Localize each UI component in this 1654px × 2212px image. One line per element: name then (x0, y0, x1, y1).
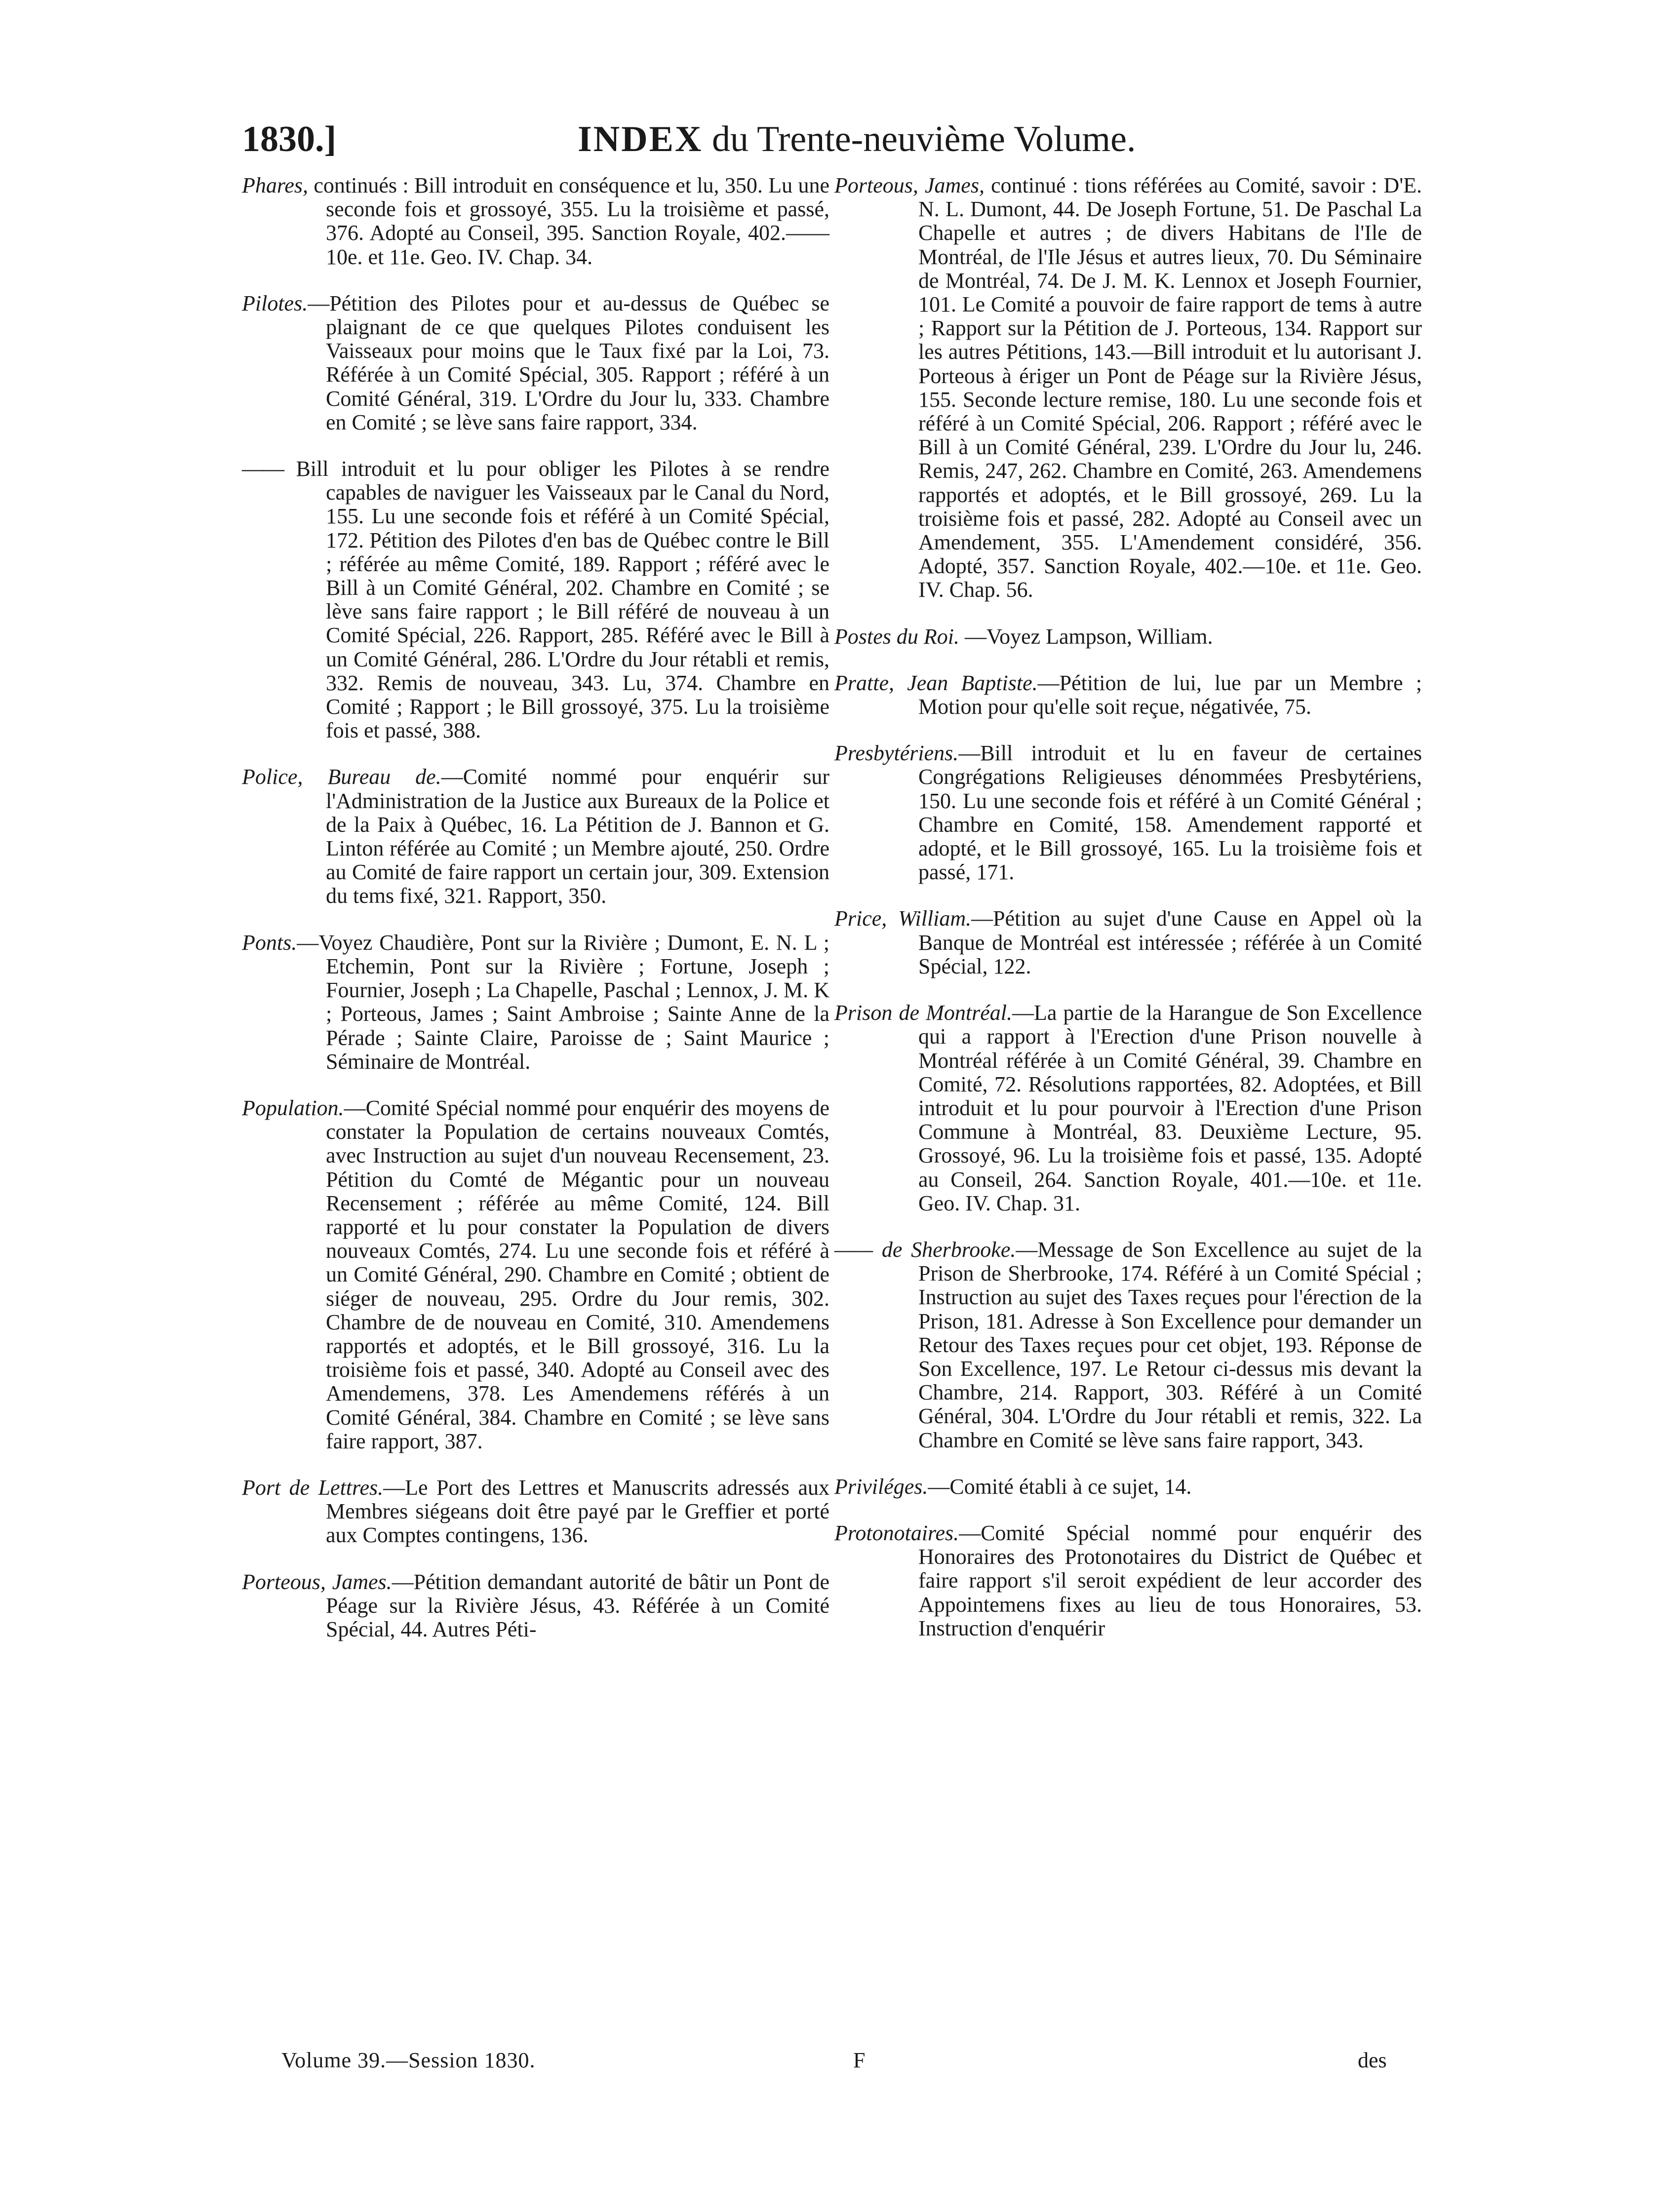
index-entry (834, 1238, 1422, 1452)
index-entry (834, 1475, 1422, 1499)
index-entry (834, 625, 1422, 649)
index-entry (834, 741, 1422, 884)
entry-heading: Pilotes. (242, 291, 308, 315)
entry-heading: Phares, (242, 173, 309, 197)
entry-text: —Comité établi à ce sujet, 14. (928, 1474, 1192, 1499)
entry-heading: Price, William. (834, 906, 972, 931)
entry-heading: Prison de Montréal. (834, 1001, 1012, 1025)
entry-text: —Comité Spécial nommé pour enquérir des moyens de constater la Population de certains nouveaux Comtés, avec Instruction au sujet d'un nouveau Recensement, 23. Pétition du Comté de Mégantic pour un nouveau Recensement ; référée au même Comité, 124. Bill rapporté et lu pour constater la Population de divers nouveaux Comtés, 274. Lu une seconde fois et référé à un Comité Général, 290. Chambre en Comité ; obtient de siéger de nouveau, 295. Ordre du Jour remis, 302. Chambre de de nouveau en Comité, 310. Amendemens rapportés et adoptés, et le Bill grossoyé, 316. Lu la troisième fois et passé, 340. Adopté au Conseil avec des Amendemens, 378. Les Amendemens référés à un Comité Général, 384. Chambre en Comité ; se lève sans faire rapport, 387. (326, 1095, 829, 1453)
index-entry (834, 1001, 1422, 1215)
entry-text: —Message de Son Excellence au sujet de la Prison de Sherbrooke, 174. Référé à un Comité Spécial ; Instruction au sujet des Taxes reçues pour l'érection de la Prison, 181. Adresse à Son Excellence pour demander un Retour des Taxes reçues pour cet objet, 193. Réponse de Son Excellence, 197. Le Retour ci-dessus mis devant la Chambre, 214. Rapport, 303. Référé à un Comité Général, 304. L'Ordre du Jour rétabli et remis, 322. La Chambre en Comité se lève sans faire rapport, 343. (918, 1237, 1422, 1452)
index-entry (242, 174, 829, 269)
index-entry (242, 457, 829, 742)
entry-text: —La partie de la Harangue de Son Excellence qui a rapport à l'Erection d'une Prison nouvelle à Montréal référée à un Comité Général, 39. Chambre en Comité, 72. Résolutions rapportées, 82. Adoptées, et Bill introduit et lu pour pourvoir à l'Erection d'une Prison Commune à Montréal, 83. Deuxième Lecture, 95. Grossoyé, 96. Lu la troisième fois et passé, 135. Adopté au Conseil, 264. Sanction Royale, 401.—10e. et 11e. Geo. IV. Chap. 31. (918, 1001, 1422, 1215)
running-header (0, 118, 1654, 173)
index-entry (242, 1096, 829, 1453)
index-entry (242, 292, 829, 434)
index-entry (242, 1476, 829, 1548)
index-entry (242, 765, 829, 908)
left-column (242, 174, 829, 1664)
entry-heading: —— (242, 457, 283, 481)
index-entry (242, 1570, 829, 1642)
entry-heading: Protonotaires. (834, 1520, 959, 1545)
page-title (578, 118, 1136, 160)
catchword: des (1358, 2048, 1387, 2072)
entry-heading: Priviléges. (834, 1474, 928, 1499)
entry-heading: Postes du Roi. (834, 624, 959, 649)
index-entry (834, 671, 1422, 719)
entry-text: —Pétition des Pilotes pour et au-dessus de Québec se plaignant de ce que quelques Pilotes conduisent les Vaisseaux pour moins que le Taux fixé par la Loi, 73. Référée à un Comité Spécial, 305. Rapport ; référé à un Comité Général, 319. L'Ordre du Jour lu, 333. Chambre en Comité ; se lève sans faire rapport, 334. (308, 291, 829, 434)
index-entry (834, 907, 1422, 978)
title-index-word: INDEX (578, 119, 703, 159)
entry-text: —Le Port des Lettres et Manuscrits adressés aux Membres siégeans doit être payé par le Greffier et porté aux Comptes contingens, 136. (326, 1475, 829, 1548)
entry-text: —Pétition demandant autorité de bâtir un Pont de Péage sur la Rivière Jésus, 43. Référée à un Comité Spécial, 44. Autres Péti- (326, 1569, 829, 1641)
entry-text: continué : tions référées au Comité, savoir : D'E. N. L. Dumont, 44. De Joseph Fortune, 51. De Paschal La Chapelle et autres ; de divers Habitans de l'Ile de Montréal, de l'Ile Jésus et autres lieux, 70. Du Séminaire de Montréal, 74. De J. M. K. Lennox et Joseph Fournier, 101. Le Comité a pouvoir de faire rapport de tems à autre ; Rapport sur la Pétition de J. Porteous, 134. Rapport sur les autres Pétitions, 143.—Bill introduit et lu autorisant J. Porteous à ériger un Pont de Péage sur la Rivière Jésus, 155. Seconde lecture remise, 180. Lu une seconde fois et référé à un Comité Spécial, 206. Rapport ; référé avec le Bill à un Comité Général, 239. L'Ordre du Jour lu, 246. Remis, 247, 262. Chambre en Comité, 263. Amendemens rapportés et adoptés, et le Bill grossoyé, 269. Lu la troisième fois et passé, 282. Adopté au Conseil avec un Amendement, 355. L'Amendement considéré, 356. Adopté, 357. Sanction Royale, 402.—10e. et 11e. Geo. IV. Chap. 56. (918, 173, 1422, 602)
index-entry (242, 931, 829, 1074)
entry-text: Bill introduit et lu pour obliger les Pilotes à se rendre capables de naviguer les Vaisseaux par le Canal du Nord, 155. Lu une seconde fois et référé à un Comité Spécial, 172. Pétition des Pilotes d'en bas de Québec contre le Bill ; référée au même Comité, 189. Rapport ; référé avec le Bill à un Comité Général, 202. Chambre en Comité ; se lève sans faire rapport ; le Bill référé de nouveau à un Comité Spécial, 226. Rapport, 285. Référé avec le Bill à un Comité Général, 286. L'Ordre du Jour rétabli et remis, 332. Remis de nouveau, 343. Lu, 374. Chambre en Comité ; Rapport ; le Bill grossoyé, 375. Lu la troisième fois et passé, 388. (283, 457, 829, 743)
entry-text: —Bill introduit et lu en faveur de certaines Congrégations Religieuses dénommées Presbytériens, 150. Lu une seconde fois et référé à un Comité Général ; Chambre en Comité, 158. Amendement rapporté et adopté, et le Bill grossoyé, 165. Lu la troisième fois et passé, 171. (918, 741, 1422, 885)
index-entry (834, 174, 1422, 602)
entry-text: —Pétition de lui, lue par un Membre ; Motion pour qu'elle soit reçue, négativée, 75. (918, 670, 1422, 719)
entry-text: —Voyez Chaudière, Pont sur la Rivière ; Dumont, E. N. L ; Etchemin, Pont sur la Rivière ; Fortune, Joseph ; Fournier, Joseph ; La Chapelle, Paschal ; Lennox, J. M. K ; Porteous, James ; Saint Ambroise ; Sainte Anne de la Pérade ; Sainte Claire, Paroisse de ; Saint Maurice ; Séminaire de Montréal. (297, 930, 829, 1074)
page-number: 1830.] (242, 119, 337, 159)
entry-text: continués : Bill introduit en conséquence et lu, 350. Lu une seconde fois et grossoyé, 355. Lu la troisième et passé, 376. Adopté au Conseil, 395. Sanction Royale, 402.——10e. et 11e. Geo. IV. Chap. 34. (314, 173, 829, 269)
entry-heading: Presbytériens. (834, 741, 959, 766)
entry-heading: Port de Lettres. (242, 1475, 384, 1500)
entry-heading: Porteous, James, (834, 173, 985, 197)
entry-text: —Comité nommé pour enquérir sur l'Administration de la Justice aux Bureaux de la Police et de la Paix à Québec, 16. La Pétition de J. Bannon et G. Linton référée au Comité ; un Membre ajouté, 250. Ordre au Comité de faire rapport un certain jour, 309. Extension du tems fixé, 321. Rapport, 350. (326, 765, 830, 908)
entry-text: —Voyez Lampson, William. (959, 624, 1213, 649)
entry-heading: Porteous, James. (242, 1569, 392, 1594)
entry-heading: Pratte, Jean Baptiste. (834, 670, 1038, 695)
index-entry (834, 1521, 1422, 1640)
entry-heading: —— de Sherbrooke. (834, 1237, 1016, 1262)
signature-mark: F (853, 2048, 866, 2072)
volume-footer: Volume 39.—Session 1830. (281, 2048, 536, 2072)
entry-heading: Ponts. (242, 930, 297, 955)
entry-text: —Comité Spécial nommé pour enquérir des Honoraires des Protonotaires du District de Québec et faire rapport s'il seroit expédient de leur accorder des Appointemens fixes au lieu de tous Honoraires, 53. Instruction d'enquérir (918, 1520, 1422, 1640)
entry-text: —Pétition au sujet d'une Cause en Appel où la Banque de Montréal est intéressée ; référée à un Comité Spécial, 122. (918, 906, 1422, 978)
right-column (834, 174, 1422, 1663)
title-rest: du Trente-neuvième Volume. (711, 119, 1136, 159)
entry-heading: Police, Bureau de. (242, 765, 441, 789)
entry-heading: Population. (242, 1095, 344, 1120)
